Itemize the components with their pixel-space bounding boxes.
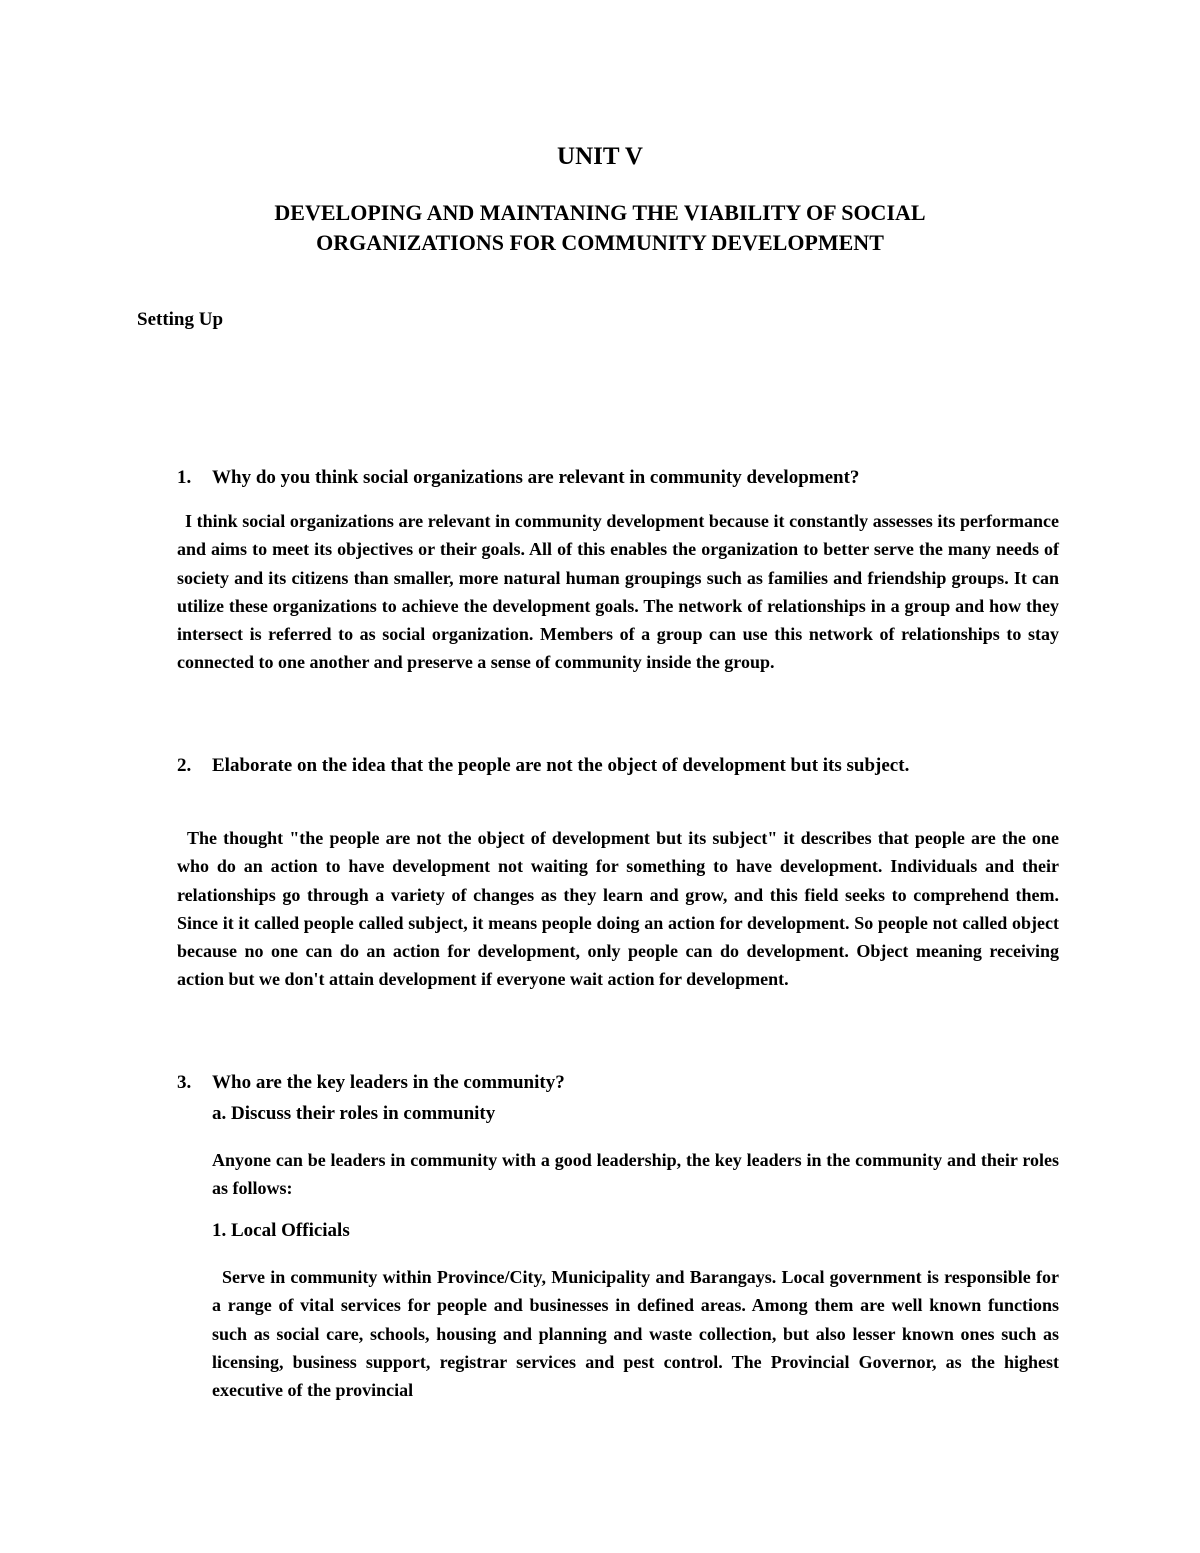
section-heading: Setting Up [137,309,224,330]
question-3-number: 3. [177,1072,192,1093]
item-text-local-officials: Serve in community within Province/City, Municipality and Barangays. Local government is responsible for a range of vital services for people and businesses in defined areas. Among them are well known functions such as social care, schools, housing and planning and waste collection, but also lesser known ones such as licensing, business support, registrar services and pest control. The Provincial Governor, as the highest executive of the provincial [212,1267,1059,1401]
answer-1: I think social organizations are relevant in community development because it constantly assesses its performance and aims to meet its objectives or their goals. All of this enables the organization to better serve the many needs of society and its citizens than smaller, more natural human groupings such as families and friendship groups. It can utilize these organizations to achieve the development goals. The network of relationships in a group and how they intersect is referred to as social organization. Members of a group can use this network of relationships to stay connected to one another and preserve a sense of community inside the group. [177,511,1059,673]
question-1-number: 1. [177,467,192,488]
main-title-line-1: DEVELOPING AND MAINTANING THE VIABILITY OF SOCIAL [274,200,926,225]
question-3 [177,1069,1037,1097]
question-3-sub-question: a. Discuss their roles in community [212,1103,496,1124]
question-1-text: Why do you think social organizations are relevant in community development? [212,467,860,488]
answer-2: The thought "the people are not the object of development but its subject" it describes that people are the one who do an action to have development not waiting for something to have development. Individuals and their relationships go through a variety of changes as they learn and grow, and this field seeks to comprehend them. Since it it called people called subject, it means people doing an action for development. So people not called object because no one can do an action for development, only people can do development. Object meaning receiving action but we don't attain development if everyone wait action for development. [177,828,1059,990]
answer-3: Anyone can be leaders in community with a good leadership, the key leaders in the community and their roles as follows: [212,1150,1059,1199]
item-heading-local-officials: 1. Local Officials [212,1220,350,1241]
unit-title: UNIT V [557,143,643,170]
main-title-line-2: ORGANIZATIONS FOR COMMUNITY DEVELOPMENT [316,230,884,255]
question-2-text: Elaborate on the idea that the people are not the object of development but its subject. [212,755,910,776]
question-3-text: Who are the key leaders in the community? [212,1072,565,1093]
question-2 [177,752,997,780]
question-1 [177,464,1037,492]
main-title [0,198,1200,258]
question-2-number: 2. [177,755,192,776]
